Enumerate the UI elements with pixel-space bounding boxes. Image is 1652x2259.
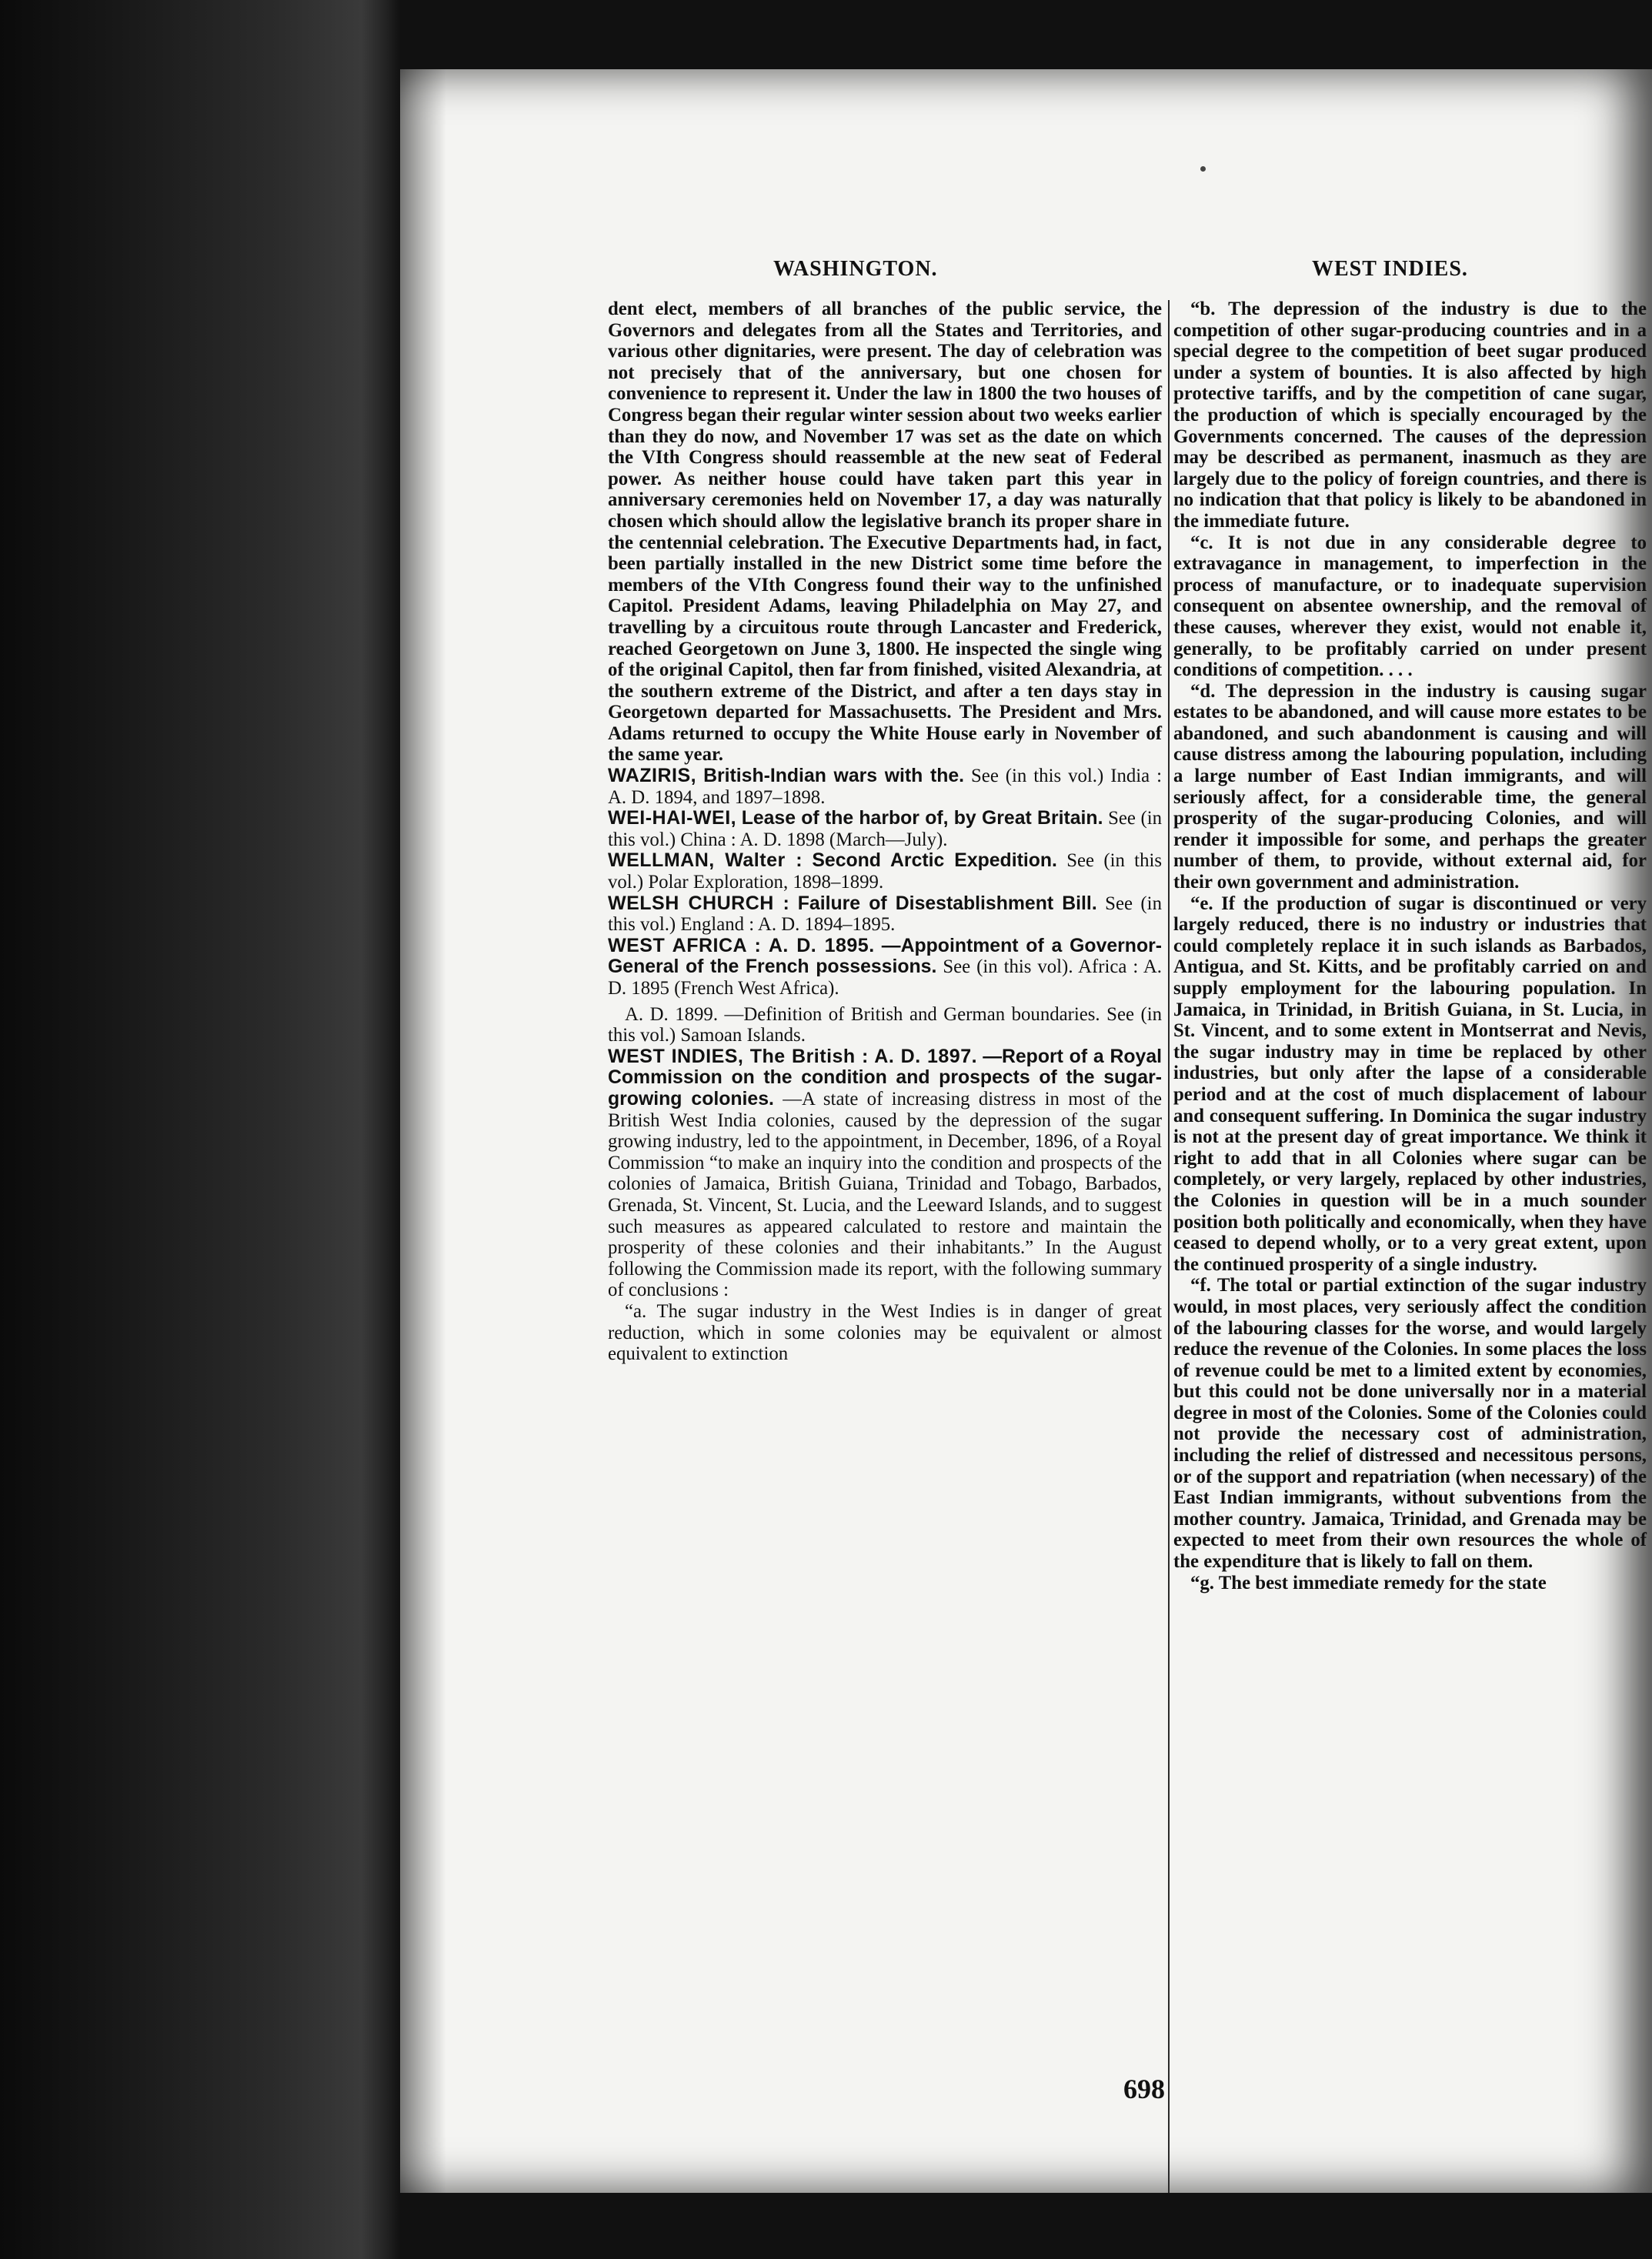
- entry-headword: WELSH CHURCH :: [608, 892, 790, 914]
- entry-reference: See (in this vol.) Polar Exploration, 1898–1899.: [608, 850, 1163, 893]
- entry-wei-hai-wei: [608, 808, 1162, 850]
- conclusion-f: “f. The total or partial extinction of the sugar industry would, in most places, very seriously affect the condition of the labouring classes for the worse, and would largely reduce the revenue of the Colonies. In some places the loss of revenue could be met to a limited extent by economies, but this could not be done universally nor in a material degree in most of the Colonies. Some of the Colonies could not provide the necessary cost of administration, including the relief of distressed and necessitous persons, or of the support and repatriation (when necessary) of the East Indian immigrants, without subventions from the mother country. Jamaica, Trinidad, and Grenada may be expected to meet from their own resources the whole of the expenditure that is likely to fall on them.: [1173, 1275, 1647, 1573]
- entry-reference: See (in this vol). Africa : A. D. 1895 (French West Africa).: [608, 956, 1162, 999]
- entry-headword: WEI-HAI-WEI,: [608, 807, 737, 829]
- entry-west-africa-1899: [608, 1004, 1162, 1046]
- entry-reference: See (in this vol.) England : A. D. 1894–1895.: [608, 893, 1162, 936]
- entry-title: British-Indian wars with the.: [703, 766, 965, 787]
- right-column: [1173, 299, 1647, 1593]
- entry-reference: See (in this vol.) Samoan Islands.: [608, 1003, 1163, 1046]
- entry-title: —Definition of British and German boundaries.: [724, 1003, 1100, 1025]
- washington-paragraph: dent elect, members of all branches of the public service, the Governors and delegates from all the States and Territories, and various other dignitaries, were present. The day of celebration was not precisely that of the anniversary, but one chosen for convenience to represent it. Under the law in 1800 the two houses of Congress began their regular winter session about two weeks earlier than they do now, and November 17 was set as the date on which the VIth Congress should reassemble at the new seat of Federal power. As neither house could have taken part this year in anniversary ceremonies held on November 17, a day was naturally chosen which should allow the legislative branch its proper share in the centennial celebration. The Executive Departments had, in fact, been partially installed in the new District some time before the members of the VIth Congress found their way to the unfinished Capitol. President Adams, leaving Philadelphia on May 27, and travelling by a circuitous route through Lancaster and Frederick, reached Georgetown on June 3, 1800. He inspected the single wing of the original Capitol, then far from finished, visited Alexandria, at the southern extreme of the District, and after a ten days stay in Georgetown departed for Massachusetts. The President and Mrs. Adams returned to occupy the White House early in November of the same year.: [608, 299, 1162, 766]
- left-column: [608, 299, 1162, 1365]
- ink-speck: [1200, 166, 1206, 172]
- conclusion-b: “b. The depression of the industry is due to the competition of other sugar-producing countries and in a special degree to the competition of beet sugar produced under a system of bounties. It is also affected by high protective tariffs, and by the competition of cane sugar, the production of which is specially encouraged by the Governments concerned. The causes of the depression may be described as permanent, inasmuch as they are largely due to the policy of foreign countries, and there is no indication that that policy is likely to be abandoned in the immediate future.: [1173, 299, 1647, 532]
- entry-west-africa: [608, 936, 1162, 999]
- entry-subhead: A. D. 1899.: [625, 1003, 719, 1025]
- entry-title: —Report of a Royal Commission on the condition and prospects of the sugar-growing colonies.: [608, 1046, 1162, 1109]
- conclusion-e: “e. If the production of sugar is discontinued or very largely reduced, there is no industry or industries that could completely replace it in such islands as Barbados, Antigua, and St. Kitts, and be profitably carried on and supply employment for the labouring population. In Jamaica, in Trinidad, in British Guiana, in St. Lucia, in St. Vincent, and to some extent in Montserrat and Nevis, the sugar industry may in time be replaced by other industries, but only after the lapse of a considerable period and at the cost of much displacement of labour and consequent suffering. In Dominica the sugar industry is not at the present day of great importance. We think it right to add that in all Colonies where sugar can be completely, or very largely, replaced by other industries, the Colonies in question will be in a much sounder position both politically and economically, when they have ceased to depend wholly, or to a very great extent, upon the continued prosperity of a single industry.: [1173, 893, 1647, 1275]
- entry-title: Lease of the harbor of, by Great Britain.: [741, 808, 1103, 829]
- conclusion-g: “g. The best immediate remedy for the state: [1190, 1572, 1547, 1593]
- entry-welsh-church: [608, 893, 1162, 936]
- conclusion-c: “c. It is not due in any considerable degree to extravagance in management, to imperfection in the process of manufacture, or to inadequate supervision consequent on absentee ownership, and the removal of these causes, wherever they exist, would not enable it, generally, to be profitably carried on under present conditions of competition. . . .: [1173, 532, 1647, 681]
- entry-title: —Appointment of a Governor-General of the French possessions.: [608, 935, 1163, 978]
- entry-title: Second Arctic Expedition.: [812, 850, 1057, 872]
- entry-headword: WEST AFRICA : A. D. 1895.: [608, 934, 875, 956]
- entry-text: —A state of increasing distress in most of the British West India colonies, caused by the depression of the sugar growing industry, led to the appointment, in December, 1896, of a Royal Commission “to make an inquiry into the condition and prospects of the colonies of Jamaica, British Guiana, Trinidad and Tobago, Barbados, Grenada, St. Vincent, St. Lucia, and the Leeward Islands, and to suggest such measures as appeared calculated to restore and maintain the prosperity of these colonies and their inhabitants.” In the August following the Commission made its report, with the following summary of conclusions :: [608, 1088, 1163, 1301]
- entry-headword: WELLMAN, Walter :: [608, 849, 803, 872]
- entry-wellman: [608, 850, 1162, 893]
- entry-headword: WAZIRIS,: [608, 765, 697, 787]
- entry-waziris: [608, 766, 1162, 808]
- entry-west-indies: [608, 1046, 1162, 1301]
- running-header-left: WASHINGTON.: [773, 257, 938, 281]
- page-number: 698: [1123, 2074, 1165, 2104]
- entry-title: Failure of Disestablishment Bill.: [797, 893, 1097, 914]
- conclusion-d: “d. The depression in the industry is causing sugar estates to be abandoned, and will cause more estates to be abandoned, and such abandonment is causing and will cause distress among the labouring population, including a large number of East Indian immigrants, and will seriously affect, for a considerable time, the general prosperity of the sugar-producing Colonies, and will render it impossible for some, and perhaps the greater number of them, to provide, without external aid, for their own government and administration.: [1173, 680, 1647, 893]
- entry-reference: See (in this vol.) India : A. D. 1894, and 1897–1898.: [608, 766, 1163, 808]
- entry-headword: WEST INDIES, The British : A. D. 1897.: [608, 1045, 978, 1067]
- running-header-right: WEST INDIES.: [1312, 257, 1468, 281]
- conclusion-a: “a. The sugar industry in the West Indies is in danger of great reduction, which in some colonies may be equivalent or almost equivalent to extinction: [608, 1300, 1162, 1365]
- column-divider: [1168, 300, 1170, 2193]
- entry-reference: See (in this vol.) China : A. D. 1898 (March—July).: [608, 808, 1162, 850]
- book-page: [400, 69, 1652, 2193]
